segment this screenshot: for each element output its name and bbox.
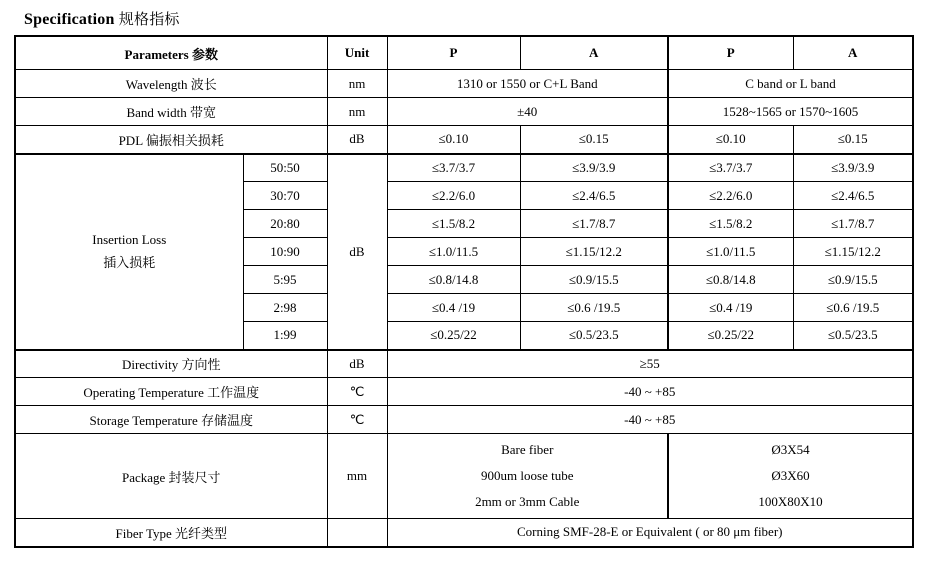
insertion-loss-a1: ≤3.9/3.9 xyxy=(520,154,668,182)
row-unit-storage-temperature: ℃ xyxy=(327,406,387,434)
row-unit-package: mm xyxy=(327,434,387,519)
header-p1: P xyxy=(387,36,520,70)
insertion-loss-a2: ≤0.5/23.5 xyxy=(793,322,913,350)
package-types xyxy=(387,434,668,519)
insertion-loss-a2: ≤1.7/8.7 xyxy=(793,210,913,238)
insertion-loss-p1: ≤0.4 /19 xyxy=(387,294,520,322)
insertion-loss-p2: ≤3.7/3.7 xyxy=(668,154,793,182)
row-label-fiber-type: Fiber Type 光纤类型 xyxy=(15,519,327,547)
row-label-bandwidth: Band width 带宽 xyxy=(15,98,327,126)
insertion-loss-p1: ≤1.0/11.5 xyxy=(387,238,520,266)
row-label-package: Package 封装尺寸 xyxy=(15,434,327,519)
row-value-directivity: ≥55 xyxy=(387,350,913,378)
insertion-loss-p1: ≤0.25/22 xyxy=(387,322,520,350)
row-unit-pdl: dB xyxy=(327,126,387,154)
package-sizes xyxy=(668,434,913,519)
package-size-cable: 100X80X10 xyxy=(758,494,823,509)
row-value-bandwidth-group1: ±40 xyxy=(387,98,668,126)
table-row xyxy=(15,434,913,519)
insertion-loss-p2: ≤0.4 /19 xyxy=(668,294,793,322)
row-value-pdl-p2: ≤0.10 xyxy=(668,126,793,154)
table-row xyxy=(15,154,913,182)
insertion-loss-ratio: 50:50 xyxy=(243,154,327,182)
insertion-loss-ratio: 30:70 xyxy=(243,182,327,210)
row-value-fiber-type: Corning SMF-28-E or Equivalent ( or 80 μm fiber) xyxy=(387,519,913,547)
row-unit-bandwidth: nm xyxy=(327,98,387,126)
row-value-wavelength-group2: C band or L band xyxy=(668,70,913,98)
row-label-operating-temperature: Operating Temperature 工作温度 xyxy=(15,378,327,406)
header-a2: A xyxy=(793,36,913,70)
package-size-loose-tube: Ø3X60 xyxy=(771,468,810,483)
insertion-loss-ratio: 1:99 xyxy=(243,322,327,350)
header-a1: A xyxy=(520,36,668,70)
insertion-loss-ratio: 5:95 xyxy=(243,266,327,294)
row-value-bandwidth-group2: 1528~1565 or 1570~1605 xyxy=(668,98,913,126)
insertion-loss-a1: ≤2.4/6.5 xyxy=(520,182,668,210)
row-unit-directivity: dB xyxy=(327,350,387,378)
insertion-loss-a1: ≤0.6 /19.5 xyxy=(520,294,668,322)
insertion-loss-p2: ≤1.5/8.2 xyxy=(668,210,793,238)
row-label-insertion-loss xyxy=(15,154,243,350)
insertion-loss-label-cn: 插入损耗 xyxy=(103,254,156,270)
header-unit: Unit xyxy=(327,36,387,70)
table-row xyxy=(15,406,913,434)
insertion-loss-label-en: Insertion Loss xyxy=(92,232,167,248)
insertion-loss-a2: ≤1.15/12.2 xyxy=(793,238,913,266)
row-label-storage-temperature: Storage Temperature 存储温度 xyxy=(15,406,327,434)
row-unit-wavelength: nm xyxy=(327,70,387,98)
row-value-pdl-a1: ≤0.15 xyxy=(520,126,668,154)
page-title-en: Specification xyxy=(24,11,115,28)
table-row xyxy=(15,126,913,154)
insertion-loss-p1: ≤1.5/8.2 xyxy=(387,210,520,238)
table-row xyxy=(15,70,913,98)
package-type-cable: 2mm or 3mm Cable xyxy=(475,494,580,509)
row-unit-fiber-type xyxy=(327,519,387,547)
insertion-loss-p2: ≤1.0/11.5 xyxy=(668,238,793,266)
specification-table xyxy=(14,35,914,548)
page-title xyxy=(24,8,912,29)
insertion-loss-ratio: 20:80 xyxy=(243,210,327,238)
header-parameters: Parameters 参数 xyxy=(15,36,327,70)
insertion-loss-a2: ≤3.9/3.9 xyxy=(793,154,913,182)
table-row xyxy=(15,98,913,126)
row-unit-insertion-loss: dB xyxy=(327,154,387,350)
insertion-loss-ratio: 10:90 xyxy=(243,238,327,266)
insertion-loss-a2: ≤2.4/6.5 xyxy=(793,182,913,210)
insertion-loss-p2: ≤2.2/6.0 xyxy=(668,182,793,210)
table-row xyxy=(15,350,913,378)
insertion-loss-a1: ≤0.9/15.5 xyxy=(520,266,668,294)
insertion-loss-p1: ≤3.7/3.7 xyxy=(387,154,520,182)
package-type-bare-fiber: Bare fiber xyxy=(501,442,554,457)
row-value-storage-temperature: -40 ~ +85 xyxy=(387,406,913,434)
insertion-loss-p1: ≤0.8/14.8 xyxy=(387,266,520,294)
row-value-pdl-p1: ≤0.10 xyxy=(387,126,520,154)
insertion-loss-a2: ≤0.6 /19.5 xyxy=(793,294,913,322)
insertion-loss-a1: ≤1.15/12.2 xyxy=(520,238,668,266)
row-unit-operating-temperature: ℃ xyxy=(327,378,387,406)
insertion-loss-p2: ≤0.8/14.8 xyxy=(668,266,793,294)
insertion-loss-a2: ≤0.9/15.5 xyxy=(793,266,913,294)
row-label-directivity: Directivity 方向性 xyxy=(15,350,327,378)
row-label-wavelength: Wavelength 波长 xyxy=(15,70,327,98)
row-value-wavelength-group1: 1310 or 1550 or C+L Band xyxy=(387,70,668,98)
insertion-loss-p1: ≤2.2/6.0 xyxy=(387,182,520,210)
table-row xyxy=(15,519,913,547)
page-title-cn: 规格指标 xyxy=(118,10,180,28)
insertion-loss-a1: ≤0.5/23.5 xyxy=(520,322,668,350)
insertion-loss-a1: ≤1.7/8.7 xyxy=(520,210,668,238)
header-p2: P xyxy=(668,36,793,70)
insertion-loss-p2: ≤0.25/22 xyxy=(668,322,793,350)
row-label-pdl: PDL 偏振相关损耗 xyxy=(15,126,327,154)
package-type-loose-tube: 900um loose tube xyxy=(481,468,574,483)
row-value-operating-temperature: -40 ~ +85 xyxy=(387,378,913,406)
row-value-pdl-a2: ≤0.15 xyxy=(793,126,913,154)
insertion-loss-ratio: 2:98 xyxy=(243,294,327,322)
table-row xyxy=(15,378,913,406)
table-header-row xyxy=(15,36,913,70)
package-size-bare-fiber: Ø3X54 xyxy=(771,442,810,457)
